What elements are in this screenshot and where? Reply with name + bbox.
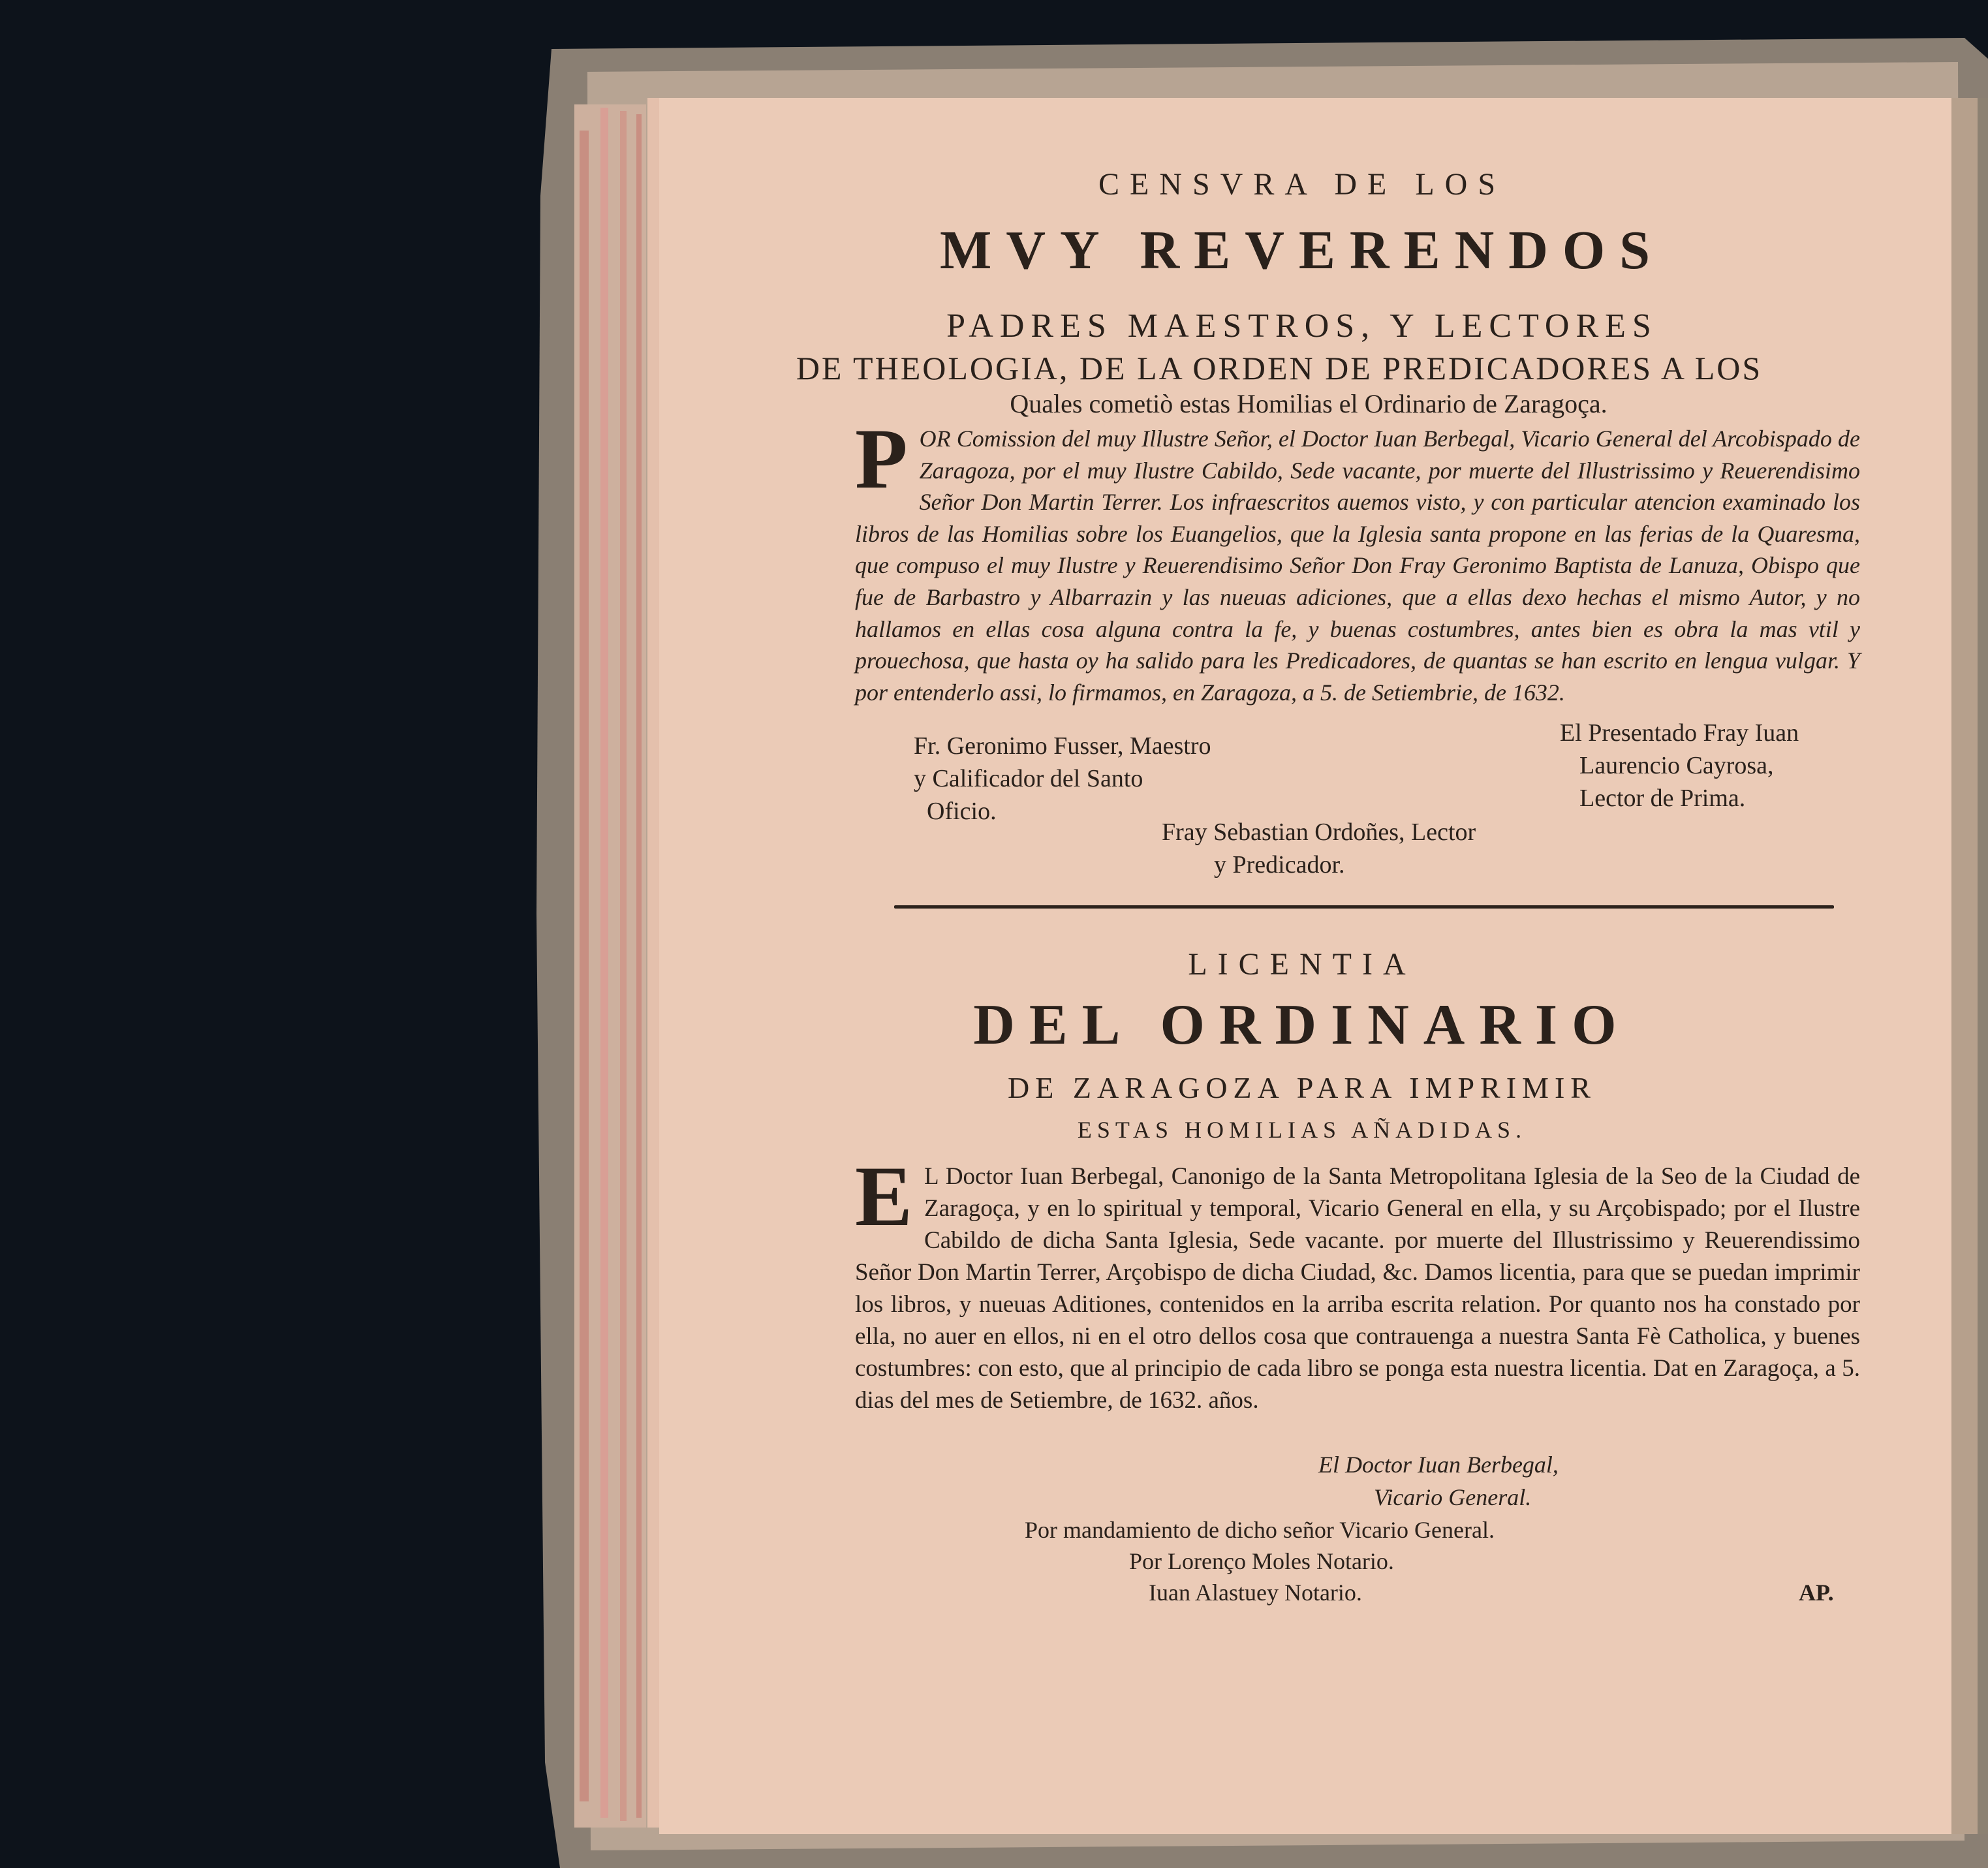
signature-center (1162, 816, 1476, 881)
licentia-heading-line1: LICENTIA (1188, 947, 1416, 982)
censura-body (855, 411, 1860, 708)
signoff-notary2: Iuan Alastuey Notario. (1149, 1580, 1362, 1606)
signature-left (914, 730, 1211, 828)
censura-heading-line5: Quales cometiò estas Homilias el Ordinario de Zaragoça. (1010, 389, 1607, 418)
signature-right-line1: El Presentado Fray Iuan (1560, 719, 1799, 747)
section-divider (894, 905, 1834, 909)
catchword: AP. (1799, 1580, 1834, 1606)
signoff-vicar: Vicario General. (1374, 1484, 1532, 1510)
signature-right-line3: Lector de Prima. (1579, 785, 1746, 812)
censura-dropcap: P (855, 411, 908, 506)
licentia-body-text: L Doctor Iuan Berbegal, Canonigo de la Santa Metropolitana Iglesia de la Seo de la Ciudad de Zaragoça, y en lo spiritual y temporal, Vicario General en ella, y su Arçobispado; por el Ilustre Cabildo de dicha Santa Iglesia, Sede vacante. por muerte del Illustrissimo y Reuerendissimo Señor Don Martin Terrer, Arçobispo de dicha Ciudad, &c. Damos licentia, para que se puedan imprimir los libros, y nueuas Aditiones, contenidos en la arriba escrita relation. Por quanto nos ha constado por ella, no auer en ellos, ni en el otro dellos cosa que contrauenga a nuestra Santa Fè Catholica, y buenes costumbres: con esto, que al principio de cada libro se ponga esta nuestra licentia. Dat en Zaragoça, a 5. dias del mes de Setiembre, de 1632. años. (855, 1163, 1860, 1414)
signature-right (1560, 717, 1799, 815)
signature-left-line2: y Calificador del Santo (914, 765, 1143, 792)
licentia-dropcap: E (855, 1148, 913, 1244)
licentia-body (855, 1148, 1860, 1416)
signature-center-line1: Fray Sebastian Ordoñes, Lector (1162, 818, 1476, 846)
censura-heading-line2: MVY REVERENDOS (940, 220, 1664, 281)
signoff-mandate: Por mandamiento de dicho señor Vicario General. (1025, 1517, 1495, 1543)
signoff-notary1: Por Lorenço Moles Notario. (1129, 1548, 1394, 1574)
licentia-heading-line4: ESTAS HOMILIAS AÑADIDAS. (1077, 1117, 1527, 1143)
book-page (659, 98, 1945, 1828)
signature-right-line2: Laurencio Cayrosa, (1579, 752, 1774, 779)
licentia-heading-line3: DE ZARAGOZA PARA IMPRIMIR (1008, 1071, 1596, 1104)
censura-heading-line4: DE THEOLOGIA, DE LA ORDEN DE PREDICADORES A LOS (796, 350, 1763, 386)
signature-left-line3: Oficio. (927, 798, 997, 825)
censura-body-text: OR Comission del muy Illustre Señor, el Doctor Iuan Berbegal, Vicario General del Arcobispado de Zaragoza, por el muy Ilustre Cabildo, Sede vacante, por muerte del Illustrissimo y Reuerendisimo Señor Don Martin Terrer. Los infraescritos auemos visto, y con particular atencion examinado los libros de las Homilias sobre los Euangelios, que la Iglesia santa propone en las ferias de la Quaresma, que compuso el muy Ilustre y Reuerendisimo Señor Don Fray Geronimo Baptista de Lanuza, Obispo que fue de Barbastro y Albarrazin y las nueuas adiciones, que a ellas dexo hechas el mismo Autor, y no hallamos en ellas cosa alguna contra la fe, y buenas costumbres, antes bien es obra la mas vtil y prouechosa, que hasta oy ha salido para les Predicadores, de quantas se han escrito en lengua vulgar. Y por entenderlo assi, lo firmamos, en Zaragoza, a 5. de Setiembrie, de 1632. (855, 426, 1860, 706)
signature-center-line2: y Predicador. (1214, 851, 1345, 879)
censura-heading-line1: CENSVRA DE LOS (1098, 167, 1506, 202)
censura-heading-line3: PADRES MAESTROS, Y LECTORES (946, 307, 1658, 345)
licentia-heading-line2: DEL ORDINARIO (973, 993, 1631, 1057)
signoff-doctor: El Doctor Iuan Berbegal, (1318, 1452, 1559, 1478)
signature-left-line1: Fr. Geronimo Fusser, Maestro (914, 732, 1211, 760)
